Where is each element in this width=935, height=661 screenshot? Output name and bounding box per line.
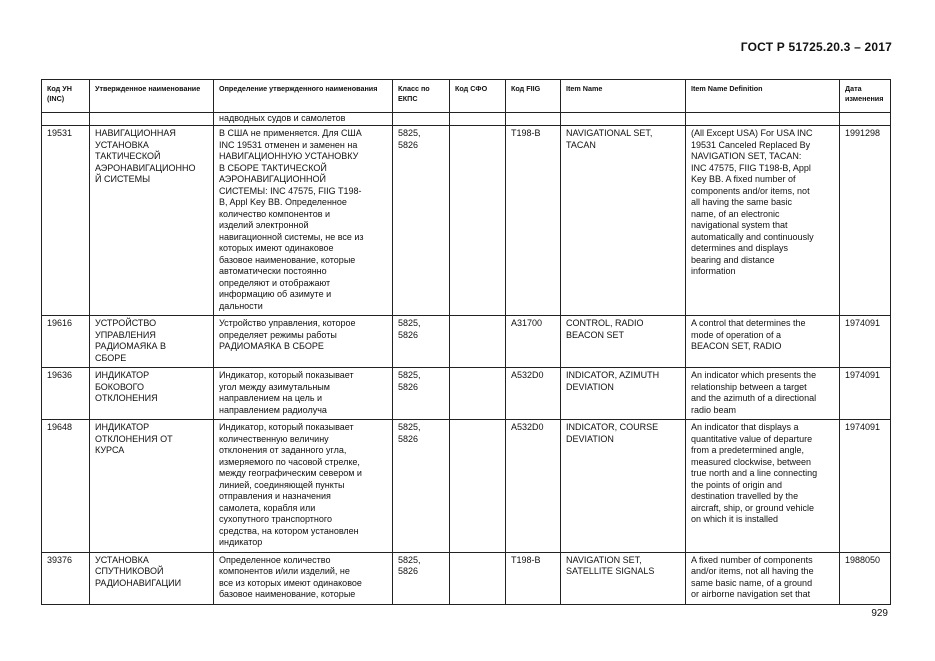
cell-inc: 39376 (42, 552, 90, 604)
cell-item-definition: A control that determines the mode of operation of a BEACON SET, RADIO (686, 316, 840, 368)
table-row (42, 126, 891, 316)
cell-sfo (450, 368, 506, 420)
col-header-class: Класс по ЕКПС (393, 80, 450, 113)
page-number: 929 (871, 608, 888, 619)
cell-item-name: CONTROL, RADIO BEACON SET (561, 316, 686, 368)
cell-class: 5825, 5826 (393, 552, 450, 604)
continuation-text: надводных судов и самолетов (214, 113, 393, 126)
cell-date: 1974091 (840, 368, 891, 420)
cell-definition-ru: В США не применяется. Для США INC 19531 отменен и заменен на НАВИГАЦИОННУЮ УСТАНОВКУ В СБОРЕ ТАКТИЧЕСКОЙ АЭРОНАВИГАЦИОННОЙ СИСТЕМЫ: INC 47575, FIIG T198- B, Appl Key BB. Определенное количество компонентов и изделий электронной навигационной системы, не все из которых имеют одинаковое базовое наименование, которые автоматически постоянно определяют и отображают информацию об азимуте и дальности (214, 126, 393, 316)
cell-inc: 19616 (42, 316, 90, 368)
cell-item-definition: A fixed number of components and/or items, not all having the same basic name, of a ground or airborne navigation set that (686, 552, 840, 604)
cell-fiig: A31700 (506, 316, 561, 368)
cell-sfo (450, 420, 506, 553)
cell-item-name: NAVIGATION SET, SATELLITE SIGNALS (561, 552, 686, 604)
cell-fiig: T198-B (506, 126, 561, 316)
col-header-sfo: Код СФО (450, 80, 506, 113)
cell-class: 5825, 5826 (393, 368, 450, 420)
cell-definition-ru: Индикатор, который показывает количественную величину отклонения от заданного угла, измеряемого по часовой стрелке, между географическим севером и линией, соединяющей пункты отправления и назначения самолета, корабля или сухопутного транспортного средства, на котором установлен индикатор (214, 420, 393, 553)
col-header-fiig: Код FIIG (506, 80, 561, 113)
cell-item-definition: (All Except USA) For USA INC 19531 Canceled Replaced By NAVIGATION SET, TACAN: INC 47575, FIIG T198-B, Appl Key BB. A fixed number of components and/or items, not all having the same basic name, of an electronic navigational system that automatically and continuously determines and displays bearing and distance information (686, 126, 840, 316)
cell-item-name: INDICATOR, AZIMUTH DEVIATION (561, 368, 686, 420)
cell-name-ru: УСТРОЙСТВО УПРАВЛЕНИЯ РАДИОМАЯКА В СБОРЕ (90, 316, 214, 368)
cell-definition-ru: Устройство управления, которое определяет режимы работы РАДИОМАЯКА В СБОРЕ (214, 316, 393, 368)
table-header-row (42, 80, 891, 113)
cell-inc: 19648 (42, 420, 90, 553)
inc-table (41, 79, 891, 605)
col-header-definition-ru: Определение утвержденного наименования (214, 80, 393, 113)
document-code: ГОСТ Р 51725.20.3 – 2017 (740, 40, 892, 54)
cell-item-name: NAVIGATIONAL SET, TACAN (561, 126, 686, 316)
cell-name-ru: УСТАНОВКА СПУТНИКОВОЙ РАДИОНАВИГАЦИИ (90, 552, 214, 604)
col-header-item-definition: Item Name Definition (686, 80, 840, 113)
cell-name-ru: ИНДИКАТОР ОТКЛОНЕНИЯ ОТ КУРСА (90, 420, 214, 553)
cell-definition-ru: Определенное количество компонентов и/или изделий, не все из которых имеют одинаковое базовое наименование, которые (214, 552, 393, 604)
cell-fiig: A532D0 (506, 368, 561, 420)
col-header-inc: Код УН (INC) (42, 80, 90, 113)
cell-sfo (450, 552, 506, 604)
cell-class: 5825, 5826 (393, 316, 450, 368)
cell-item-definition: An indicator that displays a quantitative value of departure from a predetermined angle, measured clockwise, between true north and a line connecting the points of origin and destination travelled by the aircraft, ship, or ground vehicle on which it is installed (686, 420, 840, 553)
table-row (42, 368, 891, 420)
col-header-name-ru: Утвержденное наименование (90, 80, 214, 113)
cell-date: 1974091 (840, 316, 891, 368)
cell-definition-ru: Индикатор, который показывает угол между азимутальным направлением на цель и направлением радиолуча (214, 368, 393, 420)
table-row (42, 316, 891, 368)
cell-sfo (450, 126, 506, 316)
cell-date: 1974091 (840, 420, 891, 553)
cell-item-name: INDICATOR, COURSE DEVIATION (561, 420, 686, 553)
table-row (42, 420, 891, 553)
cell-fiig: T198-B (506, 552, 561, 604)
cell-inc: 19636 (42, 368, 90, 420)
cell-fiig: A532D0 (506, 420, 561, 553)
cell-sfo (450, 316, 506, 368)
col-header-date: Дата изменения (840, 80, 891, 113)
cell-inc: 19531 (42, 126, 90, 316)
cell-class: 5825, 5826 (393, 126, 450, 316)
col-header-item-name: Item Name (561, 80, 686, 113)
table-row (42, 552, 891, 604)
cell-class: 5825, 5826 (393, 420, 450, 553)
cell-name-ru: ИНДИКАТОР БОКОВОГО ОТКЛОНЕНИЯ (90, 368, 214, 420)
continuation-row (42, 113, 891, 126)
cell-date: 1991298 (840, 126, 891, 316)
cell-date: 1988050 (840, 552, 891, 604)
cell-name-ru: НАВИГАЦИОННАЯ УСТАНОВКА ТАКТИЧЕСКОЙ АЭРОНАВИГАЦИОННО Й СИСТЕМЫ (90, 126, 214, 316)
cell-item-definition: An indicator which presents the relationship between a target and the azimuth of a directional radio beam (686, 368, 840, 420)
